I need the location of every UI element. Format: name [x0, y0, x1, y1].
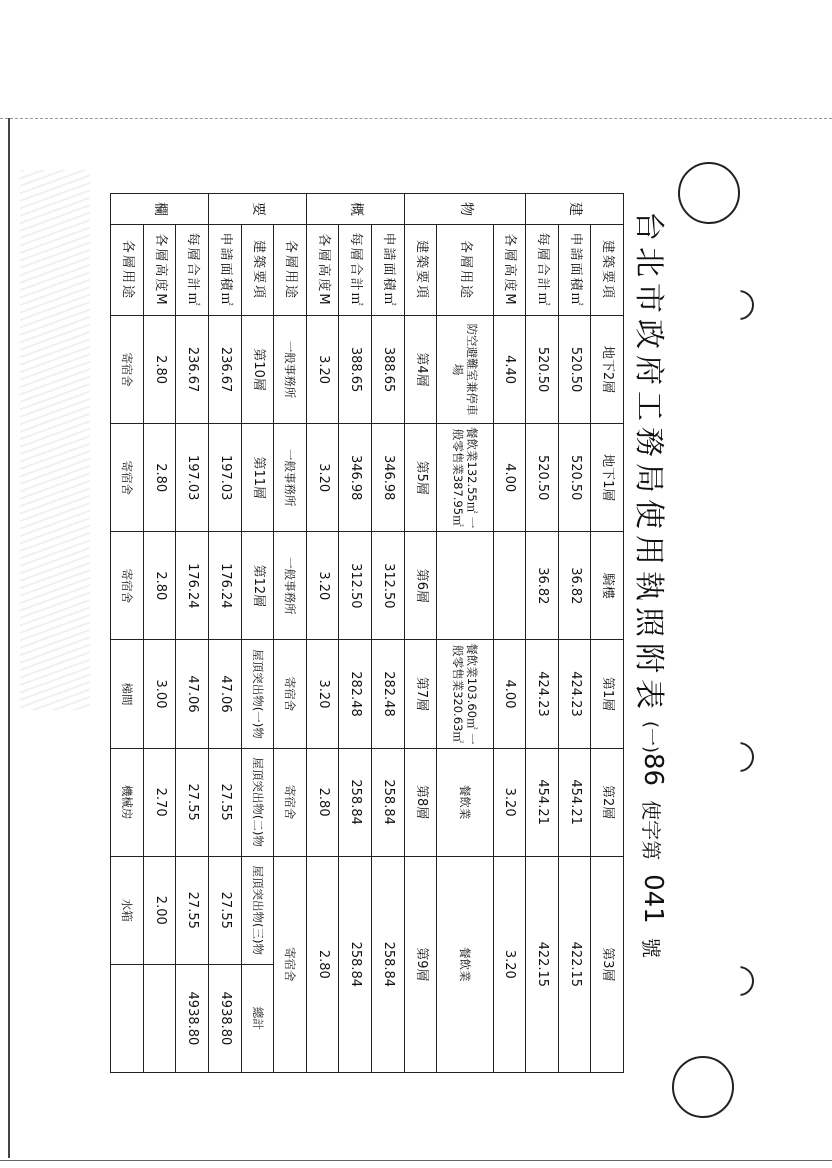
row-header: 申請面積㎡ [209, 225, 242, 316]
table-cell: 520.50 [558, 424, 591, 532]
table-cell: 寄宿舍 [274, 748, 307, 856]
table-cell: 寄宿舍 [111, 424, 144, 532]
table-cell: 寄宿舍 [111, 316, 144, 424]
table-cell: 3.20 [306, 640, 339, 748]
permit-type: 使字第 [639, 800, 664, 861]
punch-hole-icon [724, 742, 754, 772]
table-cell: 3.20 [306, 316, 339, 424]
table-cell: 第8層 [404, 748, 437, 856]
table-cell: 36.82 [558, 532, 591, 640]
table-cell: 騎樓 [591, 532, 624, 640]
table-cell: 424.23 [558, 640, 591, 748]
page-edge [0, 118, 832, 119]
table-cell: 寄宿舍 [274, 640, 307, 748]
row-header: 各層用途 [437, 225, 493, 316]
table-cell [493, 532, 526, 640]
table-row [143, 194, 176, 1073]
table-cell: 第6層 [404, 532, 437, 640]
table-cell: 第9層 [404, 856, 437, 1072]
table-cell: 餐飲業 [437, 856, 493, 1072]
page-edge [8, 118, 10, 1158]
punch-hole-icon [724, 966, 754, 996]
table-cell: 餐飲業 [437, 748, 493, 856]
table-cell: 312.50 [372, 532, 405, 640]
row-header: 各層高度M [306, 225, 339, 316]
table-cell: 一般事務所 [274, 424, 307, 532]
table-cell: 2.80 [143, 532, 176, 640]
table-cell: 第12層 [241, 532, 274, 640]
table-cell: 2.70 [143, 748, 176, 856]
row-header: 申請面積㎡ [372, 225, 405, 316]
table-cell: 2.80 [143, 424, 176, 532]
table-cell: 2.80 [306, 748, 339, 856]
table-row [241, 194, 274, 1073]
table-cell: 寄宿舍 [274, 856, 307, 1072]
table-cell: 27.55 [176, 856, 209, 964]
table-cell: 282.48 [339, 640, 372, 748]
table-cell: 一般事務所 [274, 532, 307, 640]
table-cell: 第10層 [241, 316, 274, 424]
row-header: 每層合計㎡ [339, 225, 372, 316]
table-cell: 258.84 [372, 856, 405, 1072]
table-cell: 3.20 [306, 424, 339, 532]
row-header: 各層高度M [493, 225, 526, 316]
table-cell: 346.98 [339, 424, 372, 532]
table-cell: 2.00 [143, 856, 176, 964]
table-cell: 176.24 [209, 532, 242, 640]
table-cell: 282.48 [372, 640, 405, 748]
table-cell: 3.20 [306, 532, 339, 640]
table-cell: 總計 [241, 964, 274, 1072]
table-cell: 454.21 [526, 748, 559, 856]
row-header: 每層合計㎡ [176, 225, 209, 316]
table-cell: 地下1層 [591, 424, 624, 532]
table-row [526, 194, 559, 1073]
table-cell: 第3層 [591, 856, 624, 1072]
table-cell: 47.06 [176, 640, 209, 748]
table-cell: 520.50 [558, 316, 591, 424]
table-cell: 4.40 [493, 316, 526, 424]
table-cell: 第4層 [404, 316, 437, 424]
table-cell: 餐飲業132.55㎡ 一般零售業387.95㎡ [437, 424, 493, 532]
table-cell: 236.67 [209, 316, 242, 424]
row-header: 各層用途 [111, 225, 144, 316]
table-cell: 176.24 [176, 532, 209, 640]
table-cell: 258.84 [339, 856, 372, 1072]
row-header: 每層合計㎡ [526, 225, 559, 316]
table-cell: 水箱 [111, 856, 144, 964]
table-cell: 422.15 [558, 856, 591, 1072]
row-header: 各層高度M [143, 225, 176, 316]
table-cell: 4.00 [493, 640, 526, 748]
table-cell: 27.55 [209, 856, 242, 964]
table-cell: 312.50 [339, 532, 372, 640]
row-header: 建築要項 [241, 225, 274, 316]
table-cell: 2.80 [306, 856, 339, 1072]
table-row [111, 194, 144, 1073]
table-row [274, 194, 307, 1073]
table-cell: 第5層 [404, 424, 437, 532]
table-cell: 424.23 [526, 640, 559, 748]
page-title-suffix: (一) [640, 721, 661, 754]
table-row [176, 194, 209, 1073]
table-cell [111, 964, 144, 1072]
table-cell: 27.55 [176, 748, 209, 856]
group-label-char: 欄 [111, 194, 209, 225]
table-cell: 第1層 [591, 640, 624, 748]
page-title: 台北市政府工務局使用執照附表 [631, 211, 666, 715]
table-row [558, 194, 591, 1073]
table-cell: 4938.80 [209, 964, 242, 1072]
table-cell: 第7層 [404, 640, 437, 748]
permit-number [638, 753, 668, 958]
row-header: 建築要項 [404, 225, 437, 316]
table-cell: 3.20 [493, 748, 526, 856]
table-row [493, 194, 526, 1073]
table-cell: 一般事務所 [274, 316, 307, 424]
table-cell: 屋頂突出物(二)物 [241, 748, 274, 856]
building-summary-table [110, 193, 624, 1073]
table-cell [143, 964, 176, 1072]
table-cell: 47.06 [209, 640, 242, 748]
punch-hole-icon [724, 290, 754, 320]
permit-suffix: 號 [639, 937, 664, 958]
table-cell: 422.15 [526, 856, 559, 1072]
table-cell: 屋頂突出物(一)物 [241, 640, 274, 748]
table-cell: 27.55 [209, 748, 242, 856]
table-row [339, 194, 372, 1073]
permit-year: 86 [638, 753, 668, 787]
table-cell: 520.50 [526, 316, 559, 424]
table-cell: 197.03 [176, 424, 209, 532]
seal-stamp-icon [659, 1043, 746, 1130]
table-cell: 236.67 [176, 316, 209, 424]
table-row [591, 194, 624, 1073]
table-cell: 地下2層 [591, 316, 624, 424]
table-cell: 258.84 [339, 748, 372, 856]
table-cell: 機械房 [111, 748, 144, 856]
table-row [372, 194, 405, 1073]
table-cell: 36.82 [526, 532, 559, 640]
row-header: 申請面積㎡ [558, 225, 591, 316]
table-cell: 2.80 [143, 316, 176, 424]
group-label-char: 概 [306, 194, 404, 225]
table-cell: 第11層 [241, 424, 274, 532]
table-cell: 餐飲業103.60㎡ 一般零售業320.63㎡ [437, 640, 493, 748]
table-cell: 第2層 [591, 748, 624, 856]
table-cell: 346.98 [372, 424, 405, 532]
table-cell: 388.65 [339, 316, 372, 424]
seal-stamp-icon [665, 149, 752, 236]
table-cell [437, 532, 493, 640]
group-label-char: 要 [209, 194, 307, 225]
scan-noise [20, 170, 90, 710]
table-cell: 屋頂突出物(三)物 [241, 856, 274, 964]
row-header: 各層用途 [274, 225, 307, 316]
table-cell: 258.84 [372, 748, 405, 856]
table-cell: 388.65 [372, 316, 405, 424]
table-cell: 454.21 [558, 748, 591, 856]
table-row [306, 194, 339, 1073]
table-cell: 3.20 [493, 856, 526, 1072]
row-header: 建築要項 [591, 225, 624, 316]
group-label-char: 建 [526, 194, 624, 225]
permit-serial: 041 [638, 874, 668, 924]
table-cell: 梯間 [111, 640, 144, 748]
table-cell: 寄宿舍 [111, 532, 144, 640]
table-cell: 4938.80 [176, 964, 209, 1072]
table-cell: 防空避難室兼停車場 [437, 316, 493, 424]
table-row [209, 194, 242, 1073]
table-row [404, 194, 437, 1073]
table-cell: 520.50 [526, 424, 559, 532]
table-cell: 4.00 [493, 424, 526, 532]
table-cell: 3.00 [143, 640, 176, 748]
group-label-char: 物 [404, 194, 525, 225]
rotated-document [110, 193, 672, 1073]
table-cell: 197.03 [209, 424, 242, 532]
table-row [437, 194, 493, 1073]
page-edge [0, 1160, 832, 1161]
